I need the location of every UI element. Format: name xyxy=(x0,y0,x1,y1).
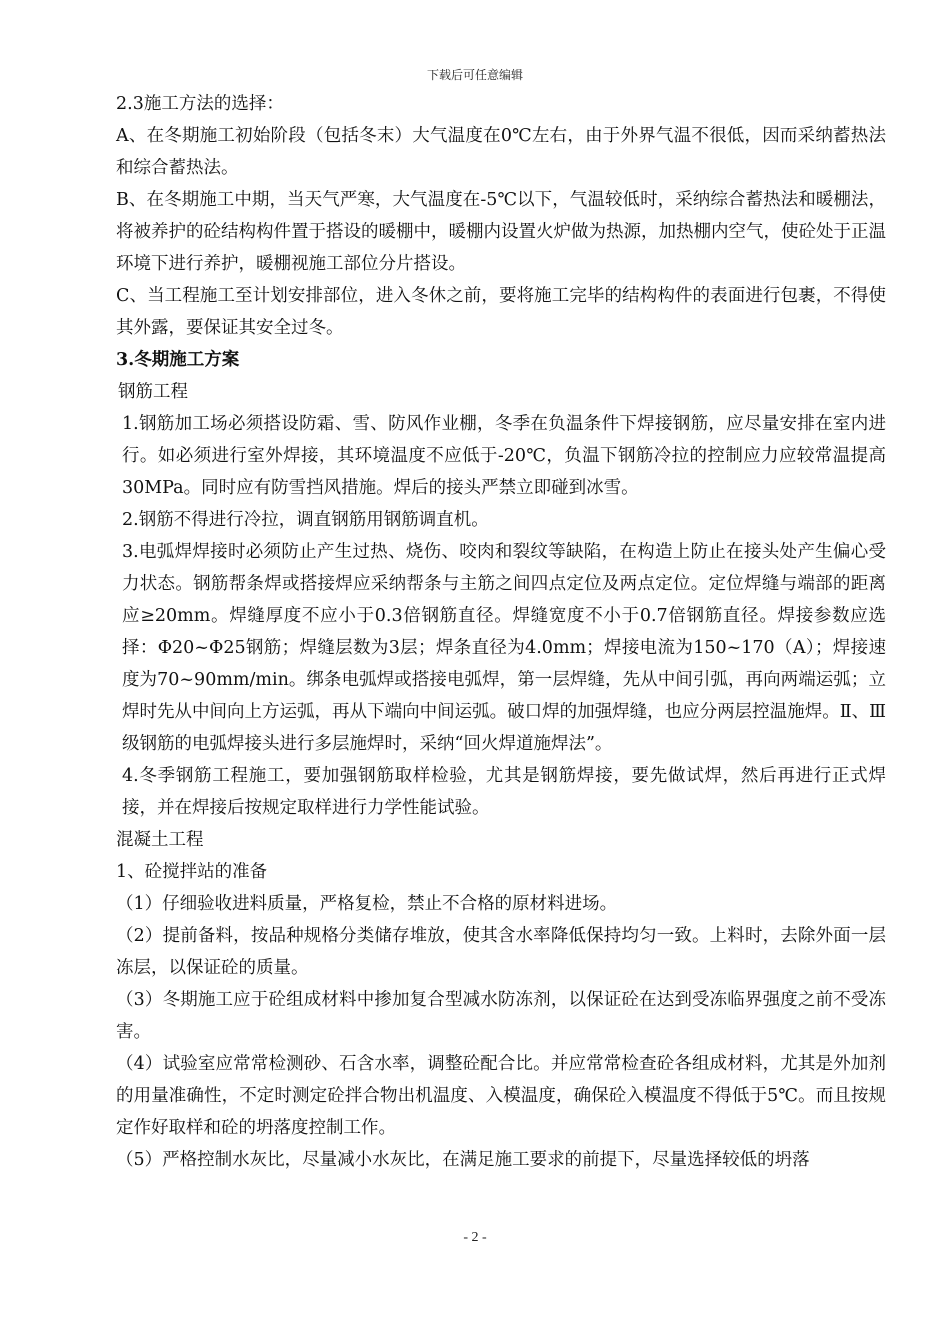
list-item: 1.钢筋加工场必须搭设防霜、雪、防风作业棚，冬季在负温条件下焊接钢筋，应尽量安排在室内进行。如必须进行室外焊接，其环境温度不应低于-20℃，负温下钢筋冷拉的控制应力应较常温提高30MPa。同时应有防雪挡风措施。焊后的接头严禁立即碰到冰雪。 xyxy=(122,414,886,498)
list-item: 2.钢筋不得进行冷拉，调直钢筋用钢筋调直机。 xyxy=(122,510,489,530)
list-item: （4）试验室应常常检测砂、石含水率，调整砼配合比。并应常常检查砼各组成材料，尤其是外加剂的用量准确性，不定时测定砼拌合物出机温度、入模温度，确保砼入模温度不得低于5℃。而且按规定作好取样和砼的坍落度控制工作。 xyxy=(116,1054,886,1138)
paragraph: A、在冬期施工初始阶段（包括冬末）大气温度在0℃左右，由于外界气温不很低，因而采纳蓄热法和综合蓄热法。 xyxy=(116,126,886,178)
section-heading: 2.3施工方法的选择： xyxy=(116,94,284,114)
subsection-heading: 1、砼搅拌站的准备 xyxy=(116,862,268,882)
page-number: - 2 - xyxy=(463,1230,487,1245)
paragraph: C、当工程施工至计划安排部位，进入冬休之前，要将施工完毕的结构构件的表面进行包裹，不得使其外露，要保证其安全过冬。 xyxy=(116,286,886,338)
list-item: （3）冬期施工应于砼组成材料中掺加复合型减水防冻剂，以保证砼在达到受冻临界强度之前不受冻害。 xyxy=(116,990,886,1042)
page-header: 下载后可任意编辑 xyxy=(426,68,523,82)
list-item: （2）提前备料，按品种规格分类储存堆放，使其含水率降低保持均匀一致。上料时，去除外面一层冻层，以保证砼的质量。 xyxy=(116,926,886,978)
document-body xyxy=(116,88,886,1176)
subsection-heading: 钢筋工程 xyxy=(118,382,188,402)
list-item: 4.冬季钢筋工程施工，要加强钢筋取样检验，尤其是钢筋焊接，要先做试焊，然后再进行正式焊接，并在焊接后按规定取样进行力学性能试验。 xyxy=(122,766,886,818)
list-item: （1）仔细验收进料质量，严格复检，禁止不合格的原材料进场。 xyxy=(116,894,618,914)
list-item: （5）严格控制水灰比，尽量减小水灰比，在满足施工要求的前提下，尽量选择较低的坍落 xyxy=(116,1150,810,1170)
paragraph: B、在冬期施工中期，当天气严寒，大气温度在-5℃以下，气温较低时，采纳综合蓄热法和暖棚法，将被养护的砼结构构件置于搭设的暖棚中，暖棚内设置火炉做为热源，加热棚内空气，使砼处于正温环境下进行养护，暖棚视施工部位分片搭设。 xyxy=(116,190,886,274)
list-item: 3.电弧焊焊接时必须防止产生过热、烧伤、咬肉和裂纹等缺陷，在构造上防止在接头处产生偏心受力状态。钢筋帮条焊或搭接焊应采纳帮条与主筋之间四点定位及两点定位。定位焊缝与端部的距离应≥20mm。焊缝厚度不应小于0.3倍钢筋直径。焊缝宽度不小于0.7倍钢筋直径。焊接参数应选择：Φ20~Φ25钢筋；焊缝层数为3层；焊条直径为4.0mm；焊接电流为150~170（A）；焊接速度为70~90mm/min。绑条电弧焊或搭接电弧焊，第一层焊缝，先从中间引弧，再向两端运弧；立焊时先从中间向上方运弧，再从下端向中间运弧。破口焊的加强焊缝，也应分两层控温施焊。Ⅱ、Ⅲ级钢筋的电弧焊接头进行多层施焊时，采纳“回火焊道施焊法”。 xyxy=(122,542,886,754)
section-heading: 3.冬期施工方案 xyxy=(116,350,240,370)
subsection-heading: 混凝土工程 xyxy=(116,830,204,850)
